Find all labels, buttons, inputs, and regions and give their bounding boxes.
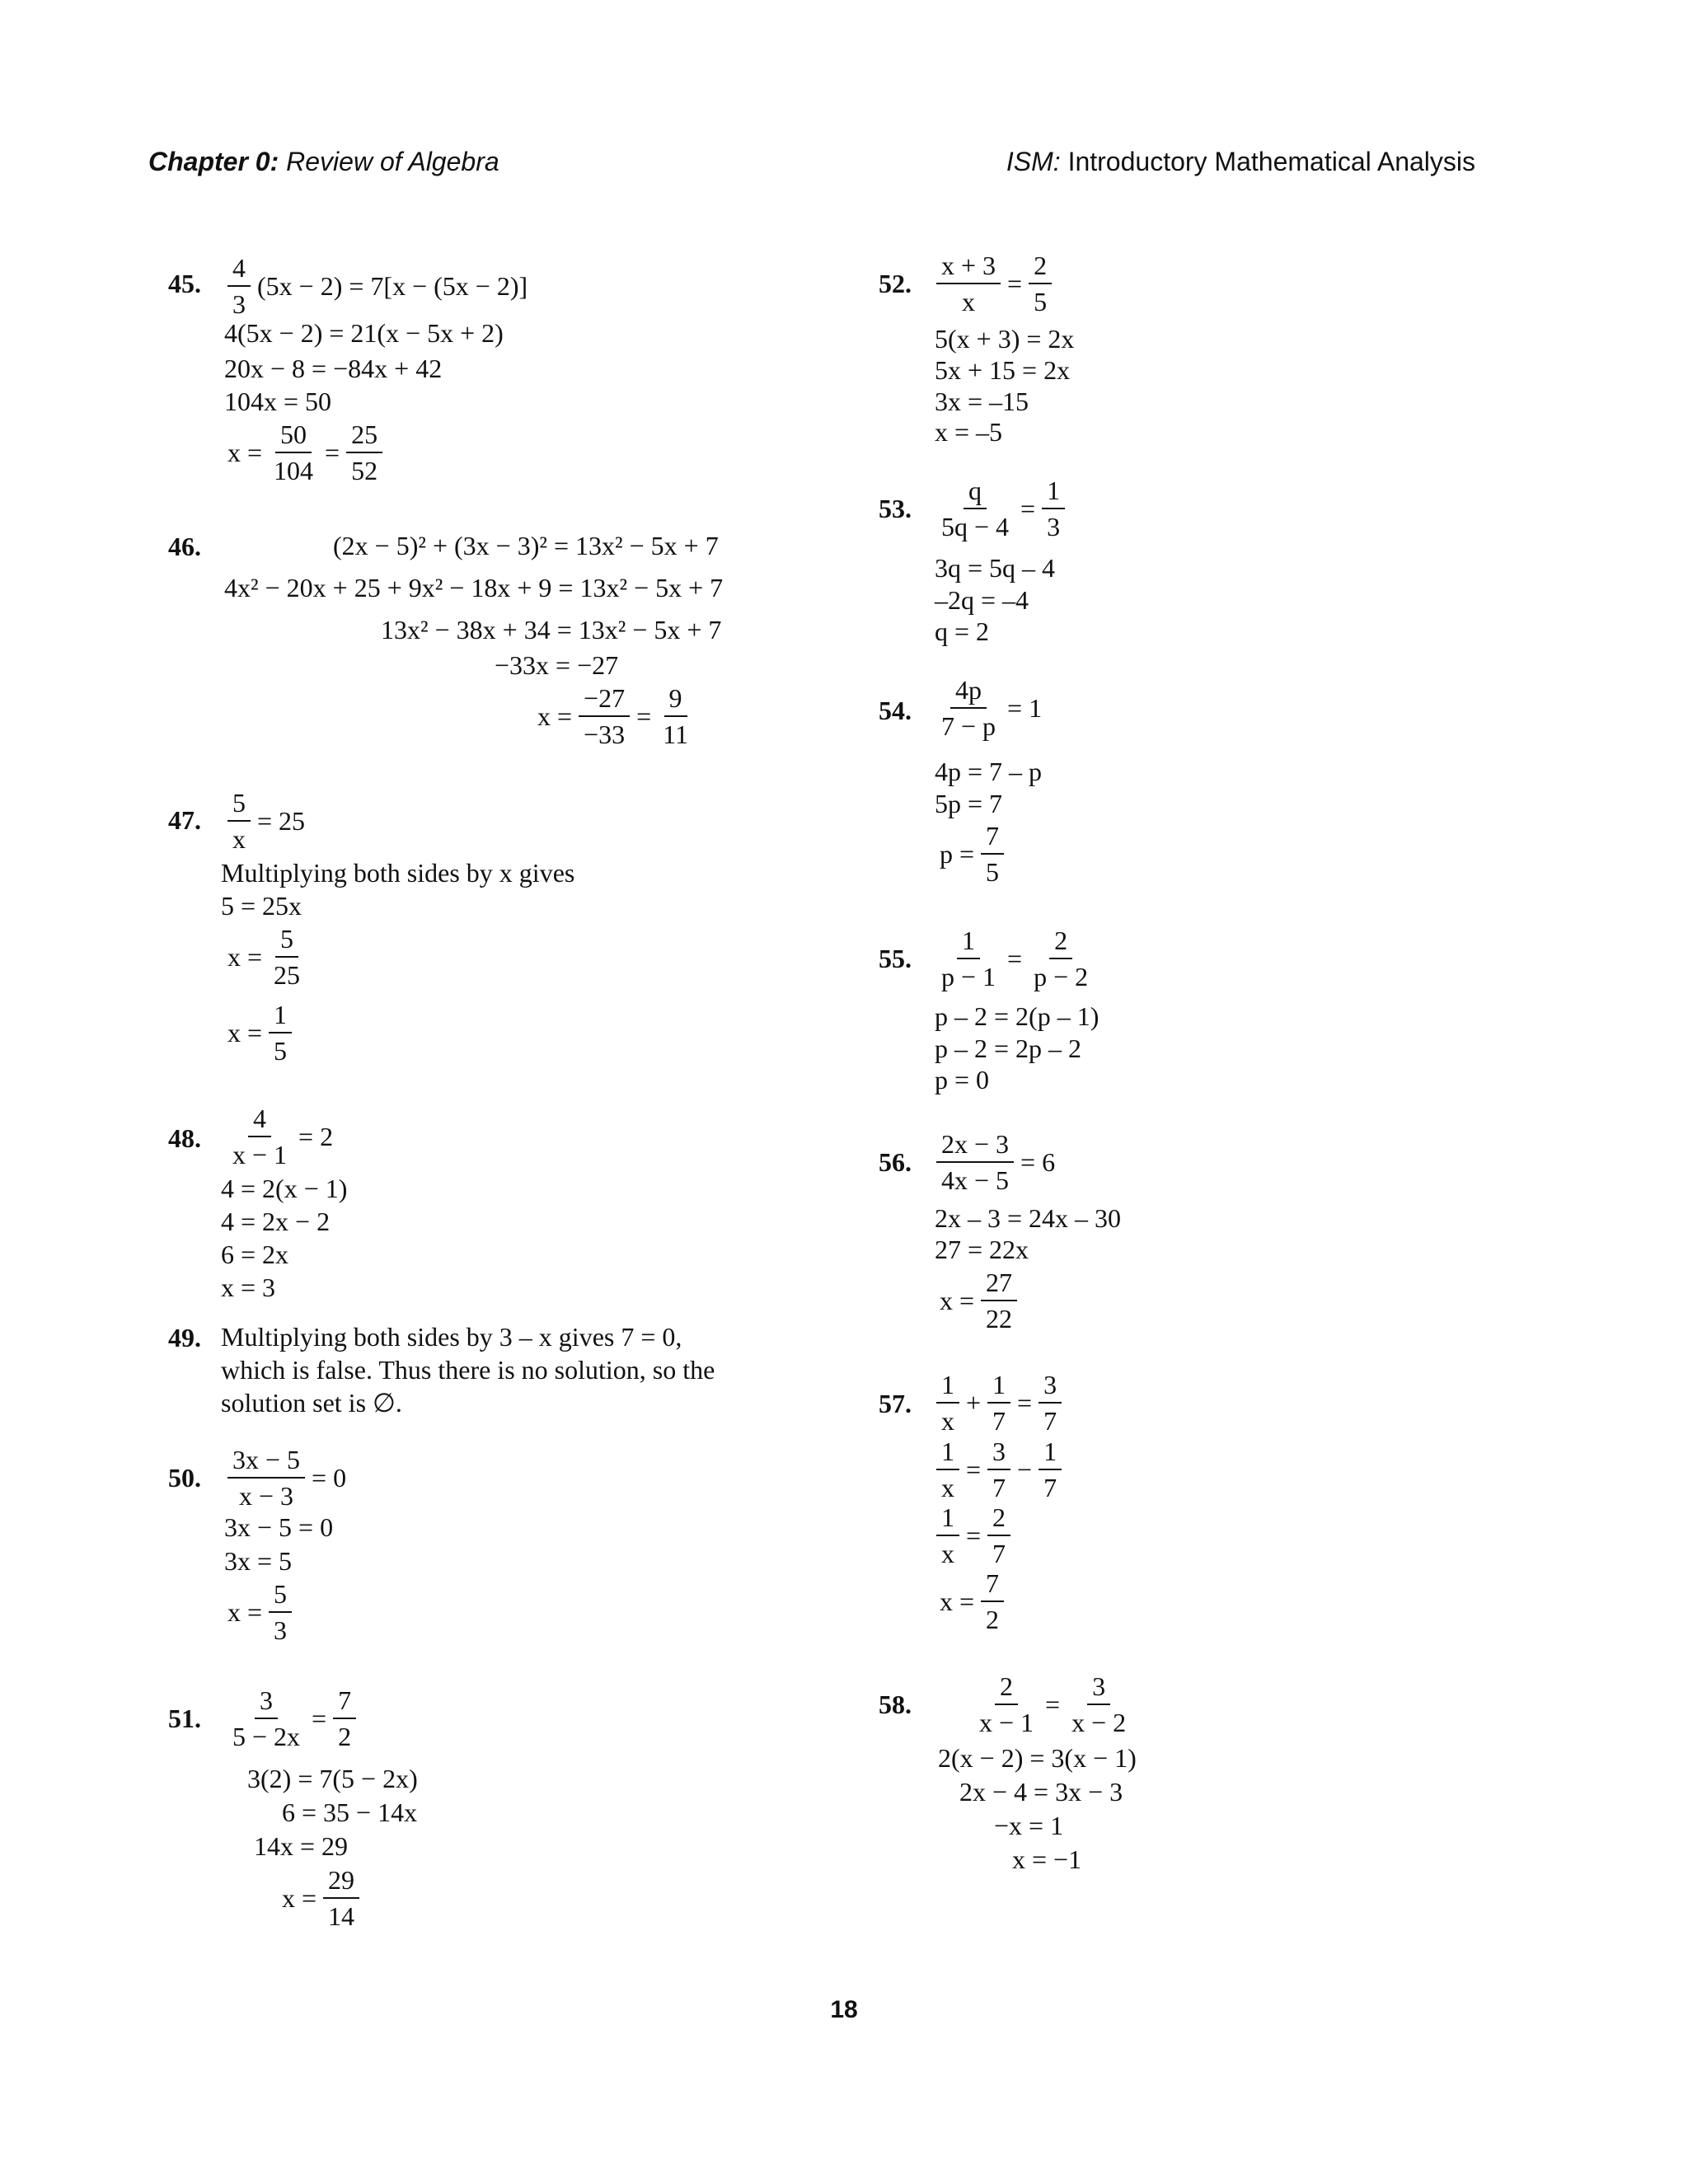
fraction-numerator: 4 [248,1103,271,1137]
fraction [981,1267,1017,1334]
problem-58-equation [971,1671,1134,1738]
problem-51-step: 3(2) = 7(5 − 2x) [247,1764,418,1793]
problem-53-step: –2q = –4 [935,585,1029,615]
fraction-numerator: 1 [936,1436,959,1470]
problem-58-step: x = −1 [1012,1844,1082,1874]
fraction [227,252,251,320]
fraction-numerator: x + 3 [936,250,1001,284]
problem-54-equation [933,674,1045,742]
problem-53-step: q = 2 [935,616,990,646]
equation-text: = [1017,1387,1033,1418]
fraction-numerator: 5 [269,1578,292,1613]
fraction-denominator: p − 1 [941,962,996,991]
equation-text: = [325,437,340,467]
fraction-denominator: 2 [338,1722,352,1751]
fraction-numerator: 5 [227,787,251,822]
equation-text: x = [227,1596,263,1627]
equation-text: = 25 [257,805,306,836]
fraction-denominator: x [962,287,976,316]
problem-46-step: 4x² − 20x + 25 + 9x² − 18x + 9 = 13x² − 5x + 7 [224,573,724,602]
equation-text: x = [537,701,573,731]
fraction-denominator: 5 [1034,287,1048,316]
fraction-denominator: x [941,1473,954,1502]
problem-45-equation [224,252,531,320]
problem-47-step: 5 = 25x [221,891,302,921]
fraction-numerator: 2 [987,1502,1010,1536]
chapter-label: Chapter 0: [148,147,279,176]
problem-58-step: −x = 1 [994,1811,1064,1840]
equation-text: = 1 [1007,692,1043,723]
problem-55-step: p = 0 [935,1065,990,1094]
problem-56-step: 27 = 22x [935,1235,1029,1264]
problem-45-step: 4(5x − 2) = 21(x − 5x + 2) [224,318,504,348]
fraction [981,1568,1004,1635]
fraction-numerator: 2x − 3 [936,1128,1014,1163]
equation-text: = 0 [312,1462,347,1493]
fraction-numerator: 3 [987,1436,1010,1470]
equation-text: p = [940,838,975,869]
page-number: 18 [830,1996,858,2023]
equation-text: = [1020,493,1036,523]
equation-text: x = [940,1285,975,1315]
problem-51-step: 14x = 29 [254,1831,349,1861]
problem-55-equation [933,925,1096,992]
fraction-numerator: 1 [1039,1436,1062,1470]
fraction-numerator: 3 [1039,1369,1062,1404]
problem-50-step: 3x = 5 [224,1546,293,1576]
fraction-numerator: 2 [1029,250,1052,284]
problem-51-number: 51. [168,1704,201,1733]
equation-text: + [966,1387,982,1418]
problem-54-result [936,820,1007,888]
fraction [269,923,305,991]
equation-text: x = [940,1586,975,1616]
problem-53-equation [933,475,1068,542]
fraction [227,787,251,855]
problem-52-step: 3x = –15 [935,387,1029,416]
fraction-denominator: 3 [274,1615,288,1645]
fraction [227,1444,305,1511]
fraction-numerator: 4 [227,252,251,287]
fraction-denominator: x − 3 [239,1481,294,1511]
book-title: Introductory Mathematical Analysis [1067,147,1475,176]
problem-50-equation [224,1444,349,1511]
fraction-denominator: x − 2 [1071,1708,1127,1737]
running-header-right [1006,147,1475,177]
problem-49-number: 49. [168,1323,201,1352]
problem-45-number: 45. [168,269,201,298]
fraction-denominator: 3 [232,289,246,319]
problem-47-step [224,923,308,991]
problem-45-step: 104x = 50 [224,387,332,416]
fraction [936,1502,959,1569]
equation-text: − [1017,1454,1033,1484]
fraction-denominator: 7 [1043,1406,1057,1436]
problem-57-step [933,1369,1065,1436]
problem-54-step: 4p = 7 – p [935,757,1043,786]
problem-47-result [224,999,295,1066]
fraction [333,1685,356,1752]
problem-49-text: Multiplying both sides by 3 – x gives 7 = 0, [221,1322,682,1352]
fraction-denominator: 7 [992,1473,1006,1502]
problem-56-equation [933,1128,1058,1196]
problem-45-step: 20x − 8 = −84x + 42 [224,354,443,383]
problem-48-step: 6 = 2x [221,1240,289,1269]
fraction-denominator: 104 [274,456,314,485]
fraction [936,674,1001,742]
fraction-numerator: 25 [346,419,382,453]
fraction-numerator: 3 [1087,1671,1110,1705]
fraction-numerator: 1 [957,925,980,959]
fraction-denominator: x − 1 [979,1708,1034,1737]
problem-56-number: 56. [879,1147,912,1177]
equation-text: x = [227,941,263,972]
fraction [1029,250,1052,317]
problem-46-number: 46. [168,532,201,561]
problem-47-number: 47. [168,805,201,835]
problem-58-step: 2(x − 2) = 3(x − 1) [938,1743,1137,1773]
fraction-numerator: 1 [269,999,292,1033]
fraction-denominator: 7 [1043,1473,1057,1502]
fraction [1039,1369,1062,1436]
fraction-denominator: p − 2 [1034,962,1089,991]
fraction-numerator: 1 [936,1369,959,1404]
fraction-numerator: 3x − 5 [227,1444,305,1479]
problem-50-step: 3x − 5 = 0 [224,1512,334,1542]
problem-48-number: 48. [168,1123,201,1153]
problem-48-equation [224,1103,336,1170]
fraction-numerator: 7 [981,1568,1004,1602]
problem-46-result [534,682,696,750]
problem-50-number: 50. [168,1463,201,1493]
equation-text: x = [282,1882,317,1913]
equation-text: = [1007,943,1023,973]
problem-52-number: 52. [879,269,912,298]
equation-text: = [1007,268,1023,298]
fraction-denominator: 2 [986,1605,1000,1634]
problem-55-step: p – 2 = 2(p – 1) [935,1001,1100,1031]
fraction-denominator: 11 [663,719,688,749]
fraction [936,1128,1014,1196]
problem-50-result [224,1578,295,1646]
equation-text: x = [227,1017,263,1047]
fraction-denominator: 5 [986,857,1000,887]
fraction-numerator: 5 [275,923,298,958]
fraction-numerator: 3 [255,1685,278,1719]
fraction [987,1502,1010,1569]
problem-51-step: 6 = 35 − 14x [282,1797,418,1827]
fraction-numerator: 27 [981,1267,1017,1301]
fraction-numerator: 29 [323,1864,359,1899]
fraction [936,925,1001,992]
fraction [269,1578,292,1646]
fraction-numerator: 9 [664,682,687,717]
problem-48-step: x = 3 [221,1272,276,1302]
fraction-numerator: 1 [1042,475,1065,509]
fraction-denominator: 52 [351,456,378,485]
fraction-denominator: x [232,824,246,854]
equation-text: = [966,1454,982,1484]
fraction [1039,1436,1062,1503]
fraction-denominator: 22 [986,1304,1013,1333]
fraction-denominator: −33 [584,719,626,749]
fraction-numerator: 7 [333,1685,356,1719]
problem-57-result [936,1568,1007,1635]
fraction [227,1103,292,1170]
fraction [936,250,1001,317]
fraction-denominator: 4x − 5 [941,1165,1010,1195]
equation-text: = 2 [298,1121,334,1151]
fraction-denominator: 7 − p [941,711,996,741]
problem-56-step: 2x – 3 = 24x – 30 [935,1203,1122,1233]
chapter-title: Review of Algebra [286,147,499,176]
equation-text: (5x − 2) = 7[x − (5x − 2)] [257,270,528,301]
fraction-denominator: x [941,1539,954,1568]
fraction-numerator: −27 [579,682,630,717]
fraction [658,682,693,750]
fraction-denominator: x [941,1406,954,1436]
fraction-numerator: 4p [950,674,987,709]
problem-52-step: 5x + 15 = 2x [935,355,1071,385]
problem-53-number: 53. [879,494,912,523]
problem-51-result [279,1864,363,1932]
problem-54-step: 5p = 7 [935,789,1003,818]
fraction-numerator: 50 [275,419,312,453]
fraction-denominator: 25 [274,960,301,990]
running-header-left [148,147,499,177]
fraction-denominator: 3 [1047,512,1061,541]
problem-48-step: 4 = 2x − 2 [221,1207,331,1236]
problem-48-step: 4 = 2(x − 1) [221,1174,348,1203]
equation-text: x = [227,437,263,467]
problem-51-equation [224,1685,359,1752]
fraction [269,999,292,1066]
fraction [227,1685,305,1752]
problem-46-step: 13x² − 38x + 34 = 13x² − 5x + 7 [381,615,722,644]
fraction-denominator: 7 [992,1406,1006,1436]
fraction-numerator: 7 [981,820,1004,855]
problem-45-result [224,419,386,486]
fraction [1042,475,1065,542]
problem-57-step [933,1502,1014,1569]
problem-46-step: (2x − 5)² + (3x − 3)² = 13x² − 5x + 7 [333,531,719,560]
equation-text: = 6 [1020,1146,1056,1177]
fraction [269,419,318,486]
fraction-denominator: 5 − 2x [232,1722,301,1751]
problem-47-equation [224,787,308,855]
fraction [323,1864,359,1932]
fraction-denominator: 14 [328,1901,355,1931]
fraction-numerator: 1 [936,1502,959,1536]
equation-text: = [1045,1689,1061,1719]
problem-49-text: solution set is ∅. [221,1388,402,1418]
fraction [936,1436,959,1503]
problem-58-number: 58. [879,1690,912,1719]
fraction [346,419,382,486]
problem-49-text: which is false. Thus there is no solution, so the [221,1355,715,1385]
problem-56-result [936,1267,1020,1334]
fraction [974,1671,1039,1738]
fraction [987,1436,1010,1503]
problem-52-equation [933,250,1055,317]
fraction-denominator: 7 [992,1539,1006,1568]
equation-text: = [966,1520,982,1550]
problem-55-step: p – 2 = 2p – 2 [935,1033,1082,1063]
fraction [579,682,630,750]
problem-57-number: 57. [879,1389,912,1418]
problem-55-number: 55. [879,944,912,973]
fraction [981,820,1004,888]
fraction-numerator: 1 [987,1369,1010,1404]
fraction [936,1369,959,1436]
problem-57-step [933,1436,1065,1503]
problem-53-step: 3q = 5q – 4 [935,553,1056,583]
equation-text: = [312,1703,327,1733]
problem-58-step: 2x − 4 = 3x − 3 [959,1777,1123,1807]
equation-text: = [636,701,652,731]
fraction-denominator: 5q − 4 [941,512,1010,541]
problem-52-step: x = –5 [935,417,1003,447]
fraction-denominator: 5 [274,1036,288,1066]
fraction [987,1369,1010,1436]
ism-label: ISM: [1006,147,1061,176]
fraction [1067,1671,1131,1738]
problem-46-step: −33x = −27 [495,650,619,680]
fraction-numerator: q [964,475,987,509]
problem-52-step: 5(x + 3) = 2x [935,324,1075,354]
fraction-numerator: 2 [1049,925,1072,959]
problem-47-step: Multiplying both sides by x gives [221,858,575,888]
fraction-denominator: x − 1 [232,1140,288,1169]
fraction [936,475,1014,542]
fraction [1029,925,1093,992]
fraction-numerator: 2 [995,1671,1018,1705]
problem-54-number: 54. [879,696,912,725]
